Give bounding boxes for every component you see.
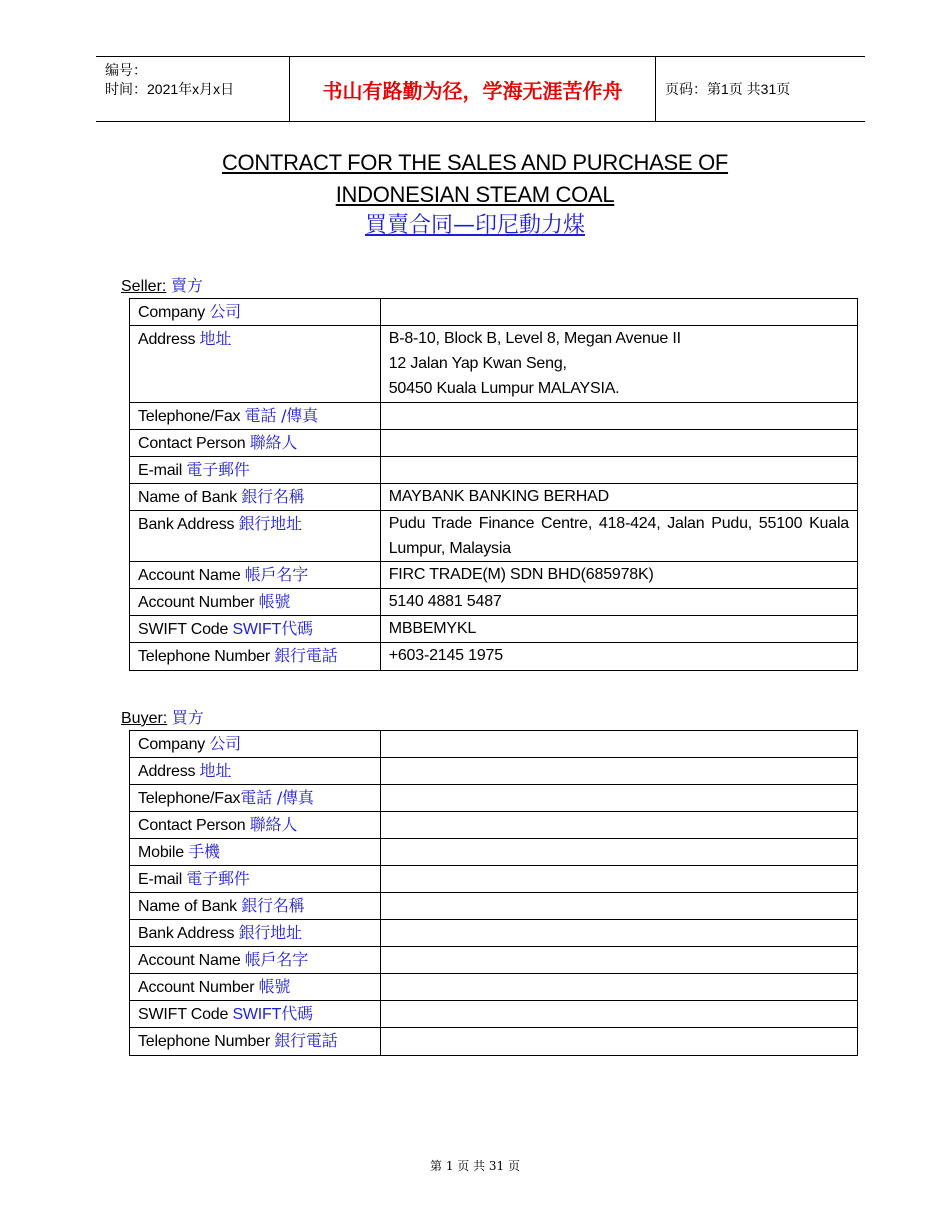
label-cn: 聯絡人 [249,433,298,452]
label-cn: 手機 [188,842,220,861]
contract-title [0,147,950,211]
label-cn: 帳號 [258,592,291,611]
page-footer: 第 1 页 共 31 页 [430,1159,520,1173]
table-row [130,1028,858,1056]
label-en: Company [138,304,206,321]
table-row [130,457,858,484]
label-cn: 帳戶名字 [244,565,308,584]
label-cn-en: SWIFT [232,621,282,638]
label-en: Mobile [138,844,184,861]
table-row [130,403,858,430]
label-en: E-mail [138,462,183,479]
table-row [130,947,858,974]
table-row [130,812,858,839]
address-line: 12 Jalan Yap Kwan Seng, [388,355,567,372]
row-label [130,299,381,326]
row-label [130,511,381,562]
seller-account-number-value: 5140 4881 5487 [380,589,857,616]
table-row [130,920,858,947]
label-cn: 銀行電話 [274,646,338,665]
seller-label-cn: 賣方 [170,276,203,295]
label-cn: 代碼 [281,619,313,638]
label-en: Address [138,763,196,780]
header-number-label: 编号： [105,62,147,78]
buyer-mobile-value [380,839,857,866]
buyer-label-en: Buyer: [121,710,168,727]
table-row [130,562,858,589]
header-page-code: 页码：第1页 共31页 [665,81,791,97]
buyer-address-value [380,758,857,785]
label-cn: 地址 [199,329,232,348]
row-label [130,403,381,430]
label-cn: 電話 /傳真 [240,788,314,807]
seller-address-value [380,326,857,403]
row-label [130,1028,381,1056]
table-row [130,1001,858,1028]
label-cn: 銀行地址 [238,923,302,942]
buyer-label-cn: 買方 [171,708,204,727]
header-time-label: 时间：2021年x月x日 [105,81,235,97]
row-label [130,893,381,920]
header-meta [96,57,290,121]
header-motto: 书山有路勤为径，学海无涯苦作舟 [290,57,656,121]
row-label [130,974,381,1001]
label-en: Account Name [138,952,241,969]
seller-account-name-value: FIRC TRADE(M) SDN BHD(685978K) [380,562,857,589]
row-label [130,430,381,457]
label-en: Telephone/Fax [138,790,241,807]
row-label [130,920,381,947]
buyer-swift-value [380,1001,857,1028]
label-en: E-mail [138,871,183,888]
table-row [130,893,858,920]
buyer-company-value [380,731,857,758]
row-label [130,457,381,484]
label-en: Bank Address [138,925,235,942]
row-label [130,589,381,616]
label-cn: 電子郵件 [186,460,250,479]
label-en: Account Name [138,567,241,584]
label-en: Telephone/Fax [138,408,241,425]
label-en: Bank Address [138,516,235,533]
label-cn: 地址 [199,761,232,780]
seller-company-value [380,299,857,326]
contract-title-chinese: 買賣合同—印尼動力煤 [364,213,585,238]
label-en: Account Number [138,594,255,611]
seller-swift-value: MBBEMYKL [380,616,857,643]
address-line: 50450 Kuala Lumpur MALAYSIA. [388,380,620,397]
table-row [130,643,858,671]
buyer-account-name-value [380,947,857,974]
buyer-email-value [380,866,857,893]
label-en: Name of Bank [138,898,237,915]
seller-email-value [380,457,857,484]
label-cn: 公司 [209,734,241,753]
row-label [130,866,381,893]
table-row [130,616,858,643]
buyer-telephone-fax-value [380,785,857,812]
label-cn: 代碼 [281,1004,313,1023]
label-cn: 公司 [209,302,241,321]
label-en: Account Number [138,979,255,996]
label-cn: 聯絡人 [249,815,298,834]
address-line: B-8-10, Block B, Level 8, Megan Avenue II [388,330,681,347]
row-label [130,484,381,511]
contract-title-line1: CONTRACT FOR THE SALES AND PURCHASE OF [221,150,729,175]
row-label [130,812,381,839]
label-cn: 電子郵件 [186,869,250,888]
label-en: Company [138,736,206,753]
row-label [130,785,381,812]
label-cn: 銀行名稱 [241,896,305,915]
document-header [96,56,865,122]
table-row [130,974,858,1001]
buyer-label [121,707,204,730]
seller-bank-telephone-value: +603-2145 1975 [380,643,857,671]
seller-label-en: Seller: [121,278,167,295]
label-cn-en: SWIFT [232,1006,282,1023]
seller-contact-value [380,430,857,457]
buyer-bank-address-value [380,920,857,947]
table-row [130,511,858,562]
row-label [130,616,381,643]
label-en: Name of Bank [138,489,237,506]
seller-bank-name-value: MAYBANK BANKING BERHAD [380,484,857,511]
label-cn: 帳號 [258,977,291,996]
table-row [130,430,858,457]
table-row [130,839,858,866]
row-label [130,326,381,403]
buyer-bank-name-value [380,893,857,920]
seller-bank-address-value: Pudu Trade Finance Centre, 418-424, Jalan Pudu, 55100 Kuala Lumpur, Malaysia [380,511,857,562]
table-row [130,758,858,785]
buyer-bank-telephone-value [380,1028,857,1056]
table-row [130,299,858,326]
row-label [130,839,381,866]
contract-title-line2: INDONESIAN STEAM COAL [335,182,615,207]
table-row [130,484,858,511]
label-cn: 電話 /傳真 [244,406,318,425]
label-en: SWIFT Code [138,621,229,638]
label-en: Telephone Number [138,648,270,665]
buyer-table [129,730,858,1056]
table-row [130,589,858,616]
row-label [130,731,381,758]
row-label [130,947,381,974]
label-en: Contact Person [138,435,246,452]
buyer-account-number-value [380,974,857,1001]
label-en: Address [138,331,196,348]
table-row [130,785,858,812]
table-row [130,866,858,893]
seller-telephone-fax-value [380,403,857,430]
table-row [130,326,858,403]
row-label [130,562,381,589]
row-label [130,1001,381,1028]
seller-table [129,298,858,671]
label-cn: 銀行地址 [238,514,302,533]
label-cn: 銀行名稱 [241,487,305,506]
label-cn: 銀行電話 [274,1031,338,1050]
row-label [130,758,381,785]
label-en: SWIFT Code [138,1006,229,1023]
label-en: Contact Person [138,817,246,834]
seller-label [121,275,203,298]
label-cn: 帳戶名字 [244,950,308,969]
table-row [130,731,858,758]
label-en: Telephone Number [138,1033,270,1050]
buyer-contact-value [380,812,857,839]
row-label [130,643,381,671]
